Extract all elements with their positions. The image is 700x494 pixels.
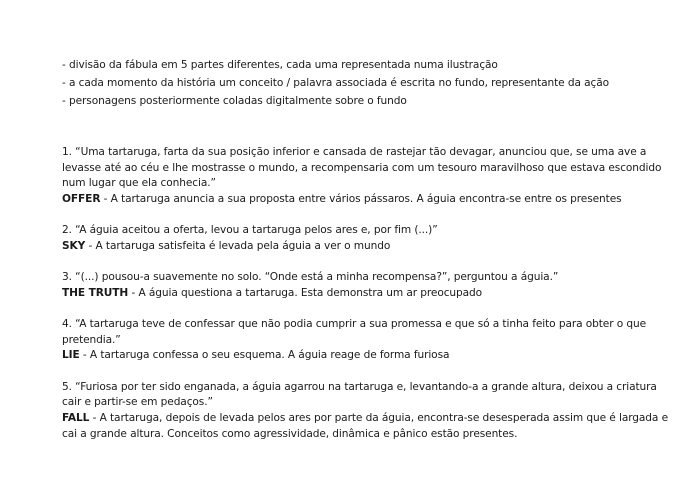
keyword-lie: LIE: [62, 349, 80, 362]
notes-list: [62, 56, 662, 110]
description-line: [62, 239, 662, 255]
keyword-the-truth: THE TRUTH: [62, 286, 129, 299]
section-lie: [62, 317, 662, 364]
note-line: - divisão da fábula em 5 partes diferentes, cada uma representada numa ilustração: [62, 59, 498, 71]
description-line: [62, 411, 669, 427]
note-line: - a cada momento da história um conceito / palavra associada é escrita no fundo, representante da ação: [62, 77, 610, 89]
story-sections: [62, 145, 669, 458]
description-line: cai a grande altura. Conceitos como agressividade, dinâmica e pânico estão presentes.: [62, 427, 518, 440]
description-text: - A tartaruga confessa o seu esquema. A águia reage de forma furiosa: [79, 349, 450, 362]
description-text: - A águia questiona a tartaruga. Esta demonstra um ar preocupado: [128, 286, 483, 299]
description-text: - A tartaruga, depois de levada pelos ares por parte da águia, encontra-se desesperada assim que é largada e: [89, 411, 669, 424]
quote-line: pretendia.”: [62, 333, 121, 346]
description-line: [62, 286, 662, 302]
quote-line: 1. “Uma tartaruga, farta da sua posição inferior e cansada de rastejar tão devagar, anunciou que, se uma ave a: [62, 146, 647, 158]
description-line: [62, 192, 662, 208]
section-fall: [62, 380, 669, 442]
keyword-sky: SKY: [62, 239, 86, 252]
description-text: - A tartaruga satisfeita é levada pela águia a ver o mundo: [85, 239, 391, 252]
quote-line: 5. “Furiosa por ter sido enganada, a águia agarrou na tartaruga e, levantando-a a grande altura, deixou a criatura: [62, 380, 657, 393]
quote-line: num lugar que ela conhecia.”: [62, 177, 216, 190]
note-line: - personagens posteriormente coladas digitalmente sobre o fundo: [62, 95, 407, 107]
keyword-offer: OFFER: [62, 192, 101, 205]
section-offer: [62, 145, 662, 207]
description-line: [62, 348, 662, 364]
keyword-fall: FALL: [62, 411, 90, 424]
quote-line: 4. “A tartaruga teve de confessar que não podia cumprir a sua promessa e que só a tinha feito para obter o que: [62, 318, 647, 331]
section-the-truth: [62, 270, 662, 301]
section-sky: [62, 223, 662, 254]
quote-line: levasse até ao céu e lhe mostrasse o mundo, a recompensaria com um tesouro maravilhoso que estava escondido: [62, 161, 662, 174]
description-text: - A tartaruga anuncia a sua proposta entre vários pássaros. A águia encontra-se entre os presentes: [100, 192, 622, 205]
quote-line: 2. “A águia aceitou a oferta, levou a tartaruga pelos ares e, por fim (...)”: [62, 224, 438, 237]
quote-line: 3. “(...) pousou-a suavemente no solo. “Onde está a minha recompensa?”, perguntou a águia.”: [62, 271, 559, 284]
quote-line: cair e partir-se em pedaços.”: [62, 396, 213, 409]
